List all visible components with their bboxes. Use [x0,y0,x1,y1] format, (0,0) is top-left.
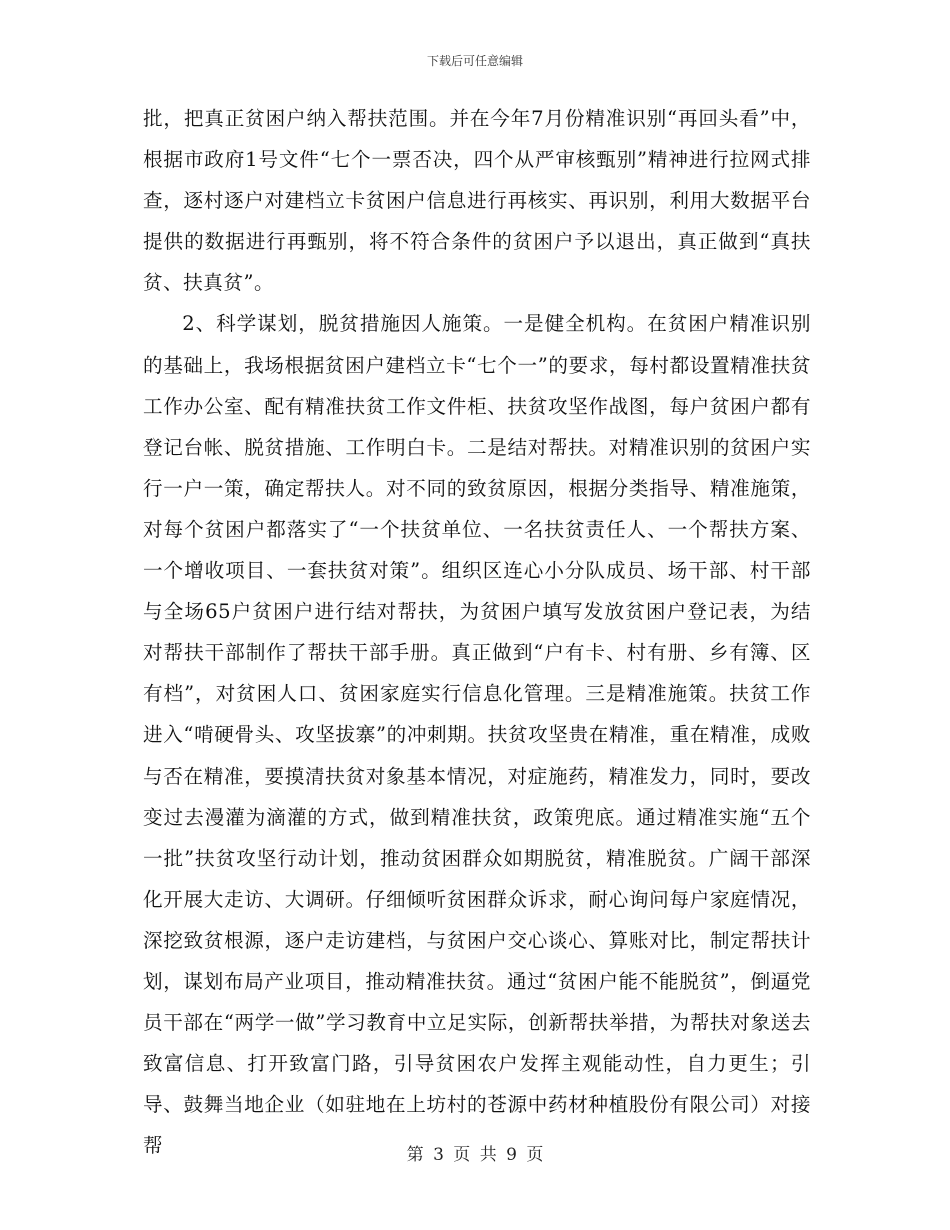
page-header-note: 下载后可任意编辑 [426,54,523,68]
page-number: 第 3 页 共 9 页 [406,1145,544,1165]
document-body [143,98,811,1166]
body-paragraph-1: 批，把真正贫困户纳入帮扶范围。并在今年7月份精准识别“再回头看”中，根据市政府1号文件“七个一票否决，四个从严审核甄别”精神进行拉网式排查，逐村逐户对建档立卡贫困户信息进行再核实、再识别，利用大数据平台提供的数据进行再甄别，将不符合条件的贫困户予以退出，真正做到“真扶贫、扶真贫”。 [143,107,811,295]
body-paragraph-2: 2、科学谋划，脱贫措施因人施策。一是健全机构。在贫困户精准识别的基础上，我场根据贫困户建档立卡“七个一”的要求，每村都设置精准扶贫工作办公室、配有精准扶贫工作文件柜、扶贫攻坚作战图，每户贫困户都有登记台帐、脱贫措施、工作明白卡。二是结对帮扶。对精准识别的贫困户实行一户一策，确定帮扶人。对不同的致贫原因，根据分类指导、精准施策，对每个贫困户都落实了“一个扶贫单位、一名扶贫责任人、一个帮扶方案、一个增收项目、一套扶贫对策”。组织区连心小分队成员、场干部、村干部与全场65户贫困户进行结对帮扶，为贫困户填写发放贫困户登记表，为结对帮扶干部制作了帮扶干部手册。真正做到“户有卡、村有册、乡有簿、区有档”，对贫困人口、贫困家庭实行信息化管理。三是精准施策。扶贫工作进入“啃硬骨头、攻坚拔寨”的冲刺期。扶贫攻坚贵在精准，重在精准，成败与否在精准，要摸清扶贫对象基本情况，对症施药，精准发力，同时，要改变过去漫灌为滴灌的方式，做到精准扶贫，政策兜底。通过精准实施“五个一批”扶贫攻坚行动计划，推动贫困群众如期脱贫，精准脱贫。广阔干部深化开展大走访、大调研。仔细倾听贫困群众诉求，耐心询问每户家庭情况，深挖致贫根源，逐户走访建档，与贫困户交心谈心、算账对比，制定帮扶计划，谋划布局产业项目，推动精准扶贫。通过“贫困户能不能脱贫”，倒逼党员干部在“两学一做”学习教育中立足实际，创新帮扶举措，为帮扶对象送去致富信息、打开致富门路，引导贫困农户发挥主观能动性，自力更生；引导、鼓舞当地企业（如驻地在上坊村的苍源中药材种植股份有限公司）对接帮 [143,312,811,1158]
